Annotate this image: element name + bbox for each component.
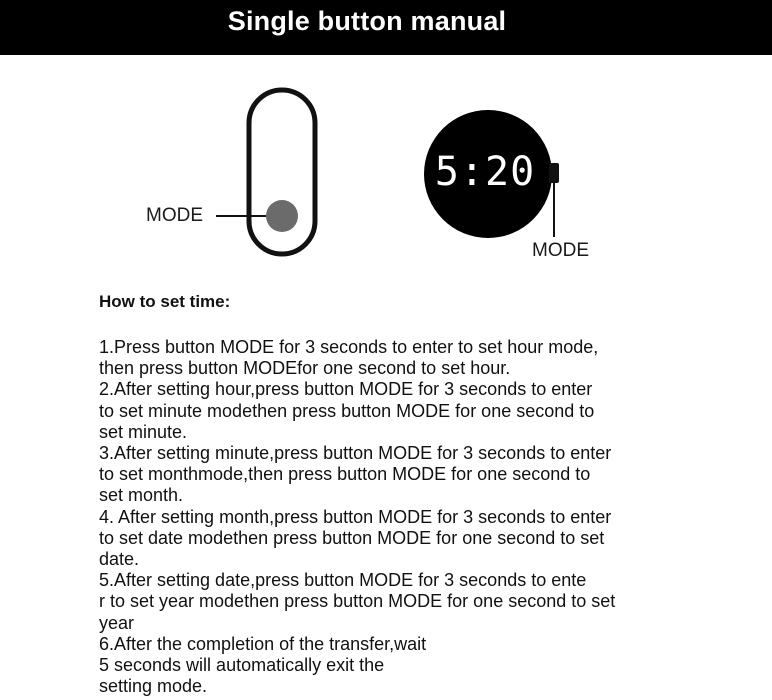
- instruction-line: to set date modethen press button MODE for one second to set: [99, 527, 605, 548]
- page-title: Single button manual: [227, 6, 507, 36]
- instruction-line: setting mode.: [99, 676, 208, 697]
- device-diagram: [0, 55, 772, 285]
- instruction-line: 1.Press button MODE for 3 seconds to enter to set hour mode,: [99, 337, 599, 357]
- diagram-illustration: [0, 55, 772, 285]
- band-mode-label: MODE: [146, 205, 203, 226]
- instruction-line: 6.After the completion of the transfer,wait: [99, 633, 427, 654]
- watch-side-button: [549, 163, 559, 183]
- band-mode-button: [266, 200, 298, 232]
- instruction-line: then press button MODEfor one second to set hour.: [99, 358, 511, 379]
- instructions-title: How to set time:: [99, 292, 231, 311]
- instruction-line: 4. After setting month,press button MODE for 3 seconds to enter: [99, 506, 612, 527]
- instruction-line: set minute.: [99, 421, 188, 442]
- instruction-line: 2.After setting hour,press button MODE for 3 seconds to enter: [99, 379, 593, 400]
- instruction-line: to set monthmode,then press button MODE for one second to: [99, 464, 591, 485]
- header-bar: [0, 0, 772, 55]
- instruction-line: 5.After setting date,press button MODE for 3 seconds to ente: [99, 570, 587, 591]
- watch-time-display: 5:20: [434, 149, 536, 195]
- instructions-section: [99, 291, 759, 697]
- instruction-line: set month.: [99, 485, 184, 506]
- instruction-line: 3.After setting minute,press button MODE for 3 seconds to enter: [99, 443, 612, 464]
- instruction-line: r to set year modethen press button MODE for one second to set: [99, 591, 616, 612]
- instruction-line: to set minute modethen press button MODE for one second to: [99, 400, 595, 421]
- instruction-line: year: [99, 612, 135, 633]
- instruction-line: date.: [99, 549, 140, 570]
- watch-mode-label: MODE: [532, 240, 589, 261]
- instruction-line: 5 seconds will automatically exit the: [99, 655, 385, 676]
